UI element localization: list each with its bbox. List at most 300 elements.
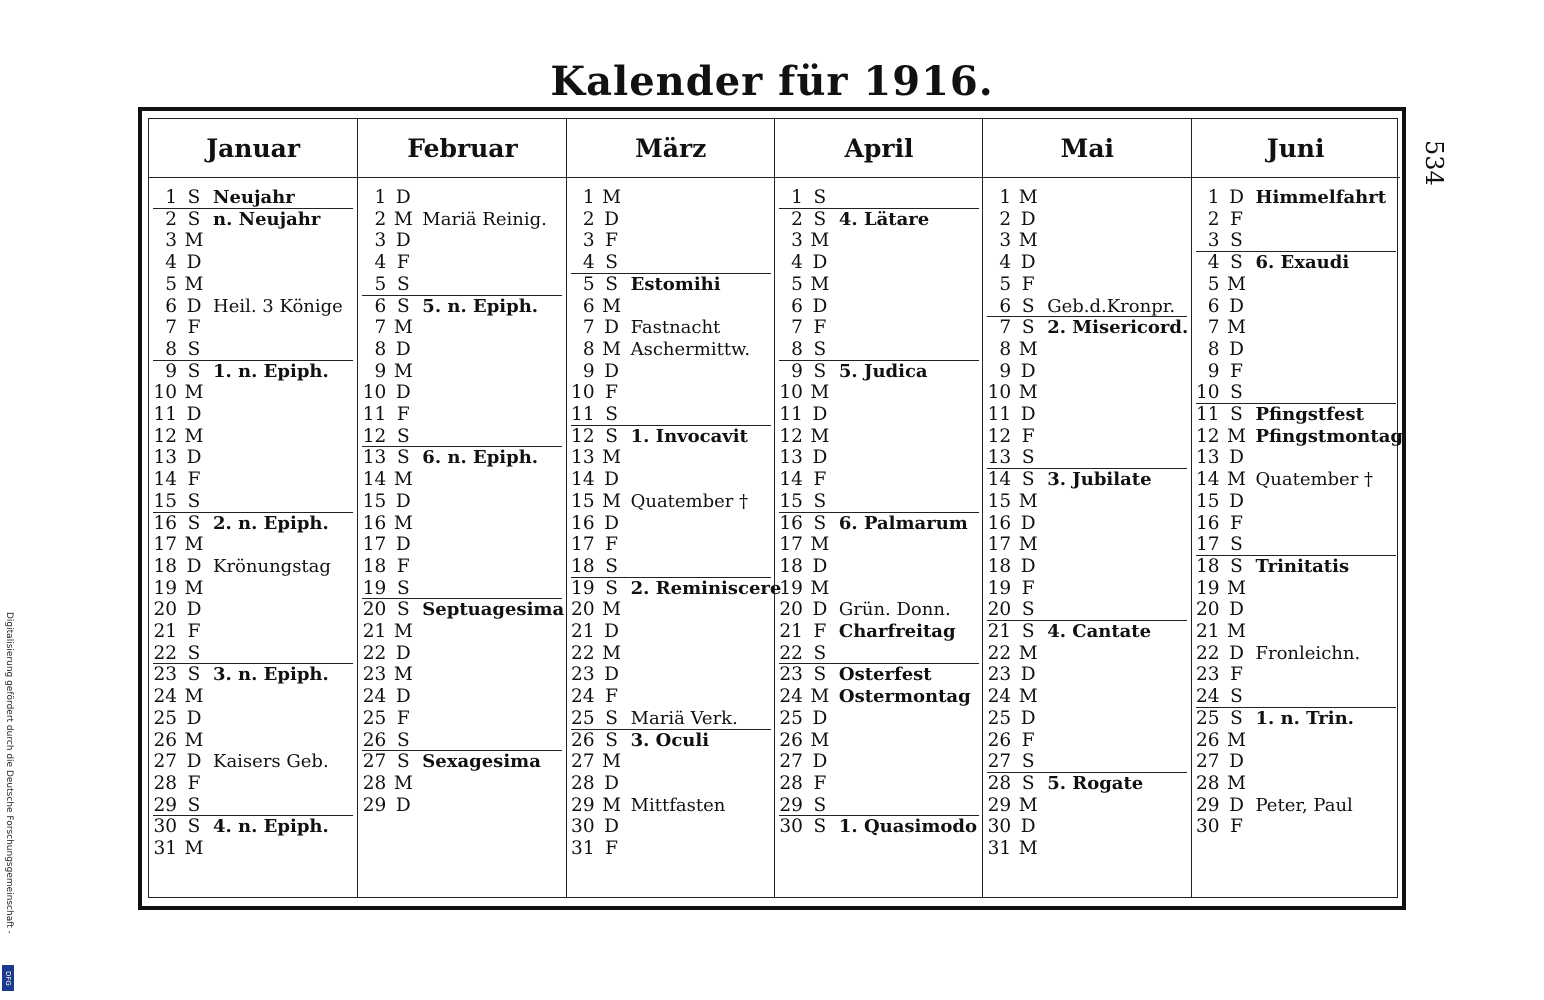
weekday-letter: F: [1230, 664, 1243, 686]
month-column-februar: [357, 119, 566, 897]
weekday-letter: S: [605, 707, 618, 729]
day-row: [983, 274, 1039, 296]
day-number: 4: [374, 252, 387, 274]
weekday-letter: M: [810, 230, 830, 252]
day-row: [149, 751, 329, 773]
weekday-letter: S: [1021, 621, 1035, 642]
day-number: 17: [153, 534, 177, 556]
weekday-letter: M: [184, 425, 204, 447]
day-row: [775, 361, 928, 383]
weekday-letter: F: [605, 686, 619, 708]
day-number: 24: [779, 686, 803, 708]
weekday-letter: S: [605, 577, 618, 599]
day-number: 13: [779, 447, 803, 469]
day-row: [983, 317, 1188, 339]
header-rule: [983, 177, 1191, 178]
day-row: [149, 447, 205, 469]
weekday-letter: M: [393, 317, 413, 339]
day-event: Quatember †: [630, 490, 749, 512]
day-number: 6: [791, 295, 803, 317]
day-row: [775, 469, 831, 491]
day-row: [149, 339, 205, 361]
weekday-letter: D: [1020, 252, 1036, 274]
day-event: 2. Misericord.: [1047, 317, 1189, 339]
weekday-letter: D: [812, 599, 828, 621]
weekday-letter: D: [1229, 490, 1244, 512]
day-row: [983, 599, 1039, 621]
day-row: [149, 643, 205, 665]
day-number: 7: [791, 317, 803, 339]
day-number: 26: [987, 729, 1012, 751]
day-row: [983, 230, 1039, 252]
weekday-letter: S: [1230, 382, 1243, 404]
day-number: 3: [1207, 230, 1220, 252]
day-event: 6. Palmarum: [838, 512, 968, 534]
weekday-letter: S: [1230, 555, 1243, 577]
weekday-letter: M: [1018, 382, 1038, 404]
day-number: 31: [153, 838, 177, 859]
day-row: [983, 404, 1039, 426]
day-number: 14: [779, 469, 803, 491]
day-row: [567, 686, 623, 708]
day-number: 30: [779, 816, 803, 838]
weekday-letter: S: [396, 295, 410, 317]
day-event: Pfingstmontag: [1255, 425, 1403, 447]
day-number: 3: [582, 230, 595, 252]
day-row: [149, 317, 205, 339]
day-number: 14: [571, 469, 595, 491]
day-row: [358, 469, 414, 491]
day-row: [149, 513, 329, 535]
month-column-märz: [566, 119, 782, 897]
weekday-letter: D: [604, 360, 620, 382]
day-event: Pfingstfest: [1255, 404, 1364, 425]
day-row: [358, 274, 414, 296]
day-row: [358, 447, 538, 469]
day-row: [983, 491, 1039, 513]
day-number: 12: [571, 425, 595, 447]
weekday-letter: F: [1230, 208, 1243, 230]
day-number: 11: [362, 404, 387, 425]
day-row: [775, 751, 831, 773]
day-number: 9: [582, 360, 595, 382]
day-number: 18: [153, 555, 177, 577]
weekday-letter: S: [813, 512, 827, 534]
day-number: 11: [987, 404, 1012, 425]
day-event: Mariä Verk.: [630, 707, 738, 729]
day-row: [358, 187, 414, 209]
weekday-letter: S: [813, 360, 827, 382]
day-row: [775, 404, 831, 426]
day-row: [567, 339, 750, 361]
day-row: [775, 816, 977, 838]
month-header: März: [635, 134, 707, 163]
day-number: 21: [1195, 621, 1220, 642]
day-row: [149, 209, 320, 231]
month-header: April: [844, 134, 914, 163]
day-row: [1192, 708, 1354, 730]
weekday-letter: D: [604, 664, 620, 686]
day-number: 28: [571, 772, 595, 794]
day-number: 6: [165, 295, 177, 317]
weekday-letter: F: [187, 469, 201, 491]
weekday-letter: M: [810, 686, 830, 708]
weekday-letter: M: [1018, 642, 1038, 664]
day-number: 26: [153, 729, 177, 751]
day-number: 8: [791, 338, 803, 360]
day-number: 22: [987, 642, 1012, 664]
header-rule: [358, 177, 566, 178]
day-row: [983, 556, 1039, 578]
weekday-letter: S: [1021, 751, 1035, 773]
day-number: 30: [987, 816, 1012, 838]
day-number: 13: [987, 447, 1012, 469]
day-row: [775, 795, 831, 817]
weekday-letter: F: [1230, 512, 1243, 534]
weekday-letter: F: [1021, 577, 1035, 599]
weekday-letter: D: [186, 252, 202, 274]
day-number: 12: [779, 425, 803, 447]
day-row: [775, 599, 951, 621]
day-number: 25: [153, 707, 177, 729]
day-number: 17: [987, 534, 1012, 556]
day-row: [358, 686, 414, 708]
weekday-letter: M: [810, 534, 830, 556]
header-rule: [775, 177, 983, 178]
day-number: 29: [1195, 794, 1220, 816]
day-row: [775, 209, 929, 231]
day-event: Fronleichn.: [1255, 642, 1361, 664]
day-event: Mittfasten: [630, 794, 726, 816]
day-row: [1192, 491, 1248, 513]
day-row: [983, 751, 1039, 773]
day-row: [1192, 274, 1248, 296]
day-row: [983, 795, 1039, 817]
weekday-letter: M: [393, 621, 413, 642]
weekday-letter: D: [1020, 512, 1036, 534]
day-row: [149, 361, 329, 383]
day-event: 6. Exaudi: [1255, 252, 1350, 274]
day-row: [149, 230, 205, 252]
day-row: [983, 773, 1143, 795]
day-number: 30: [1195, 816, 1220, 838]
weekday-letter: M: [184, 838, 204, 859]
weekday-letter: D: [1229, 447, 1244, 469]
weekday-letter: F: [1230, 360, 1243, 382]
day-number: 18: [779, 555, 803, 577]
day-row: [149, 556, 331, 578]
day-event: Himmelfahrt: [1255, 187, 1387, 208]
weekday-letter: F: [396, 404, 410, 425]
day-number: 8: [999, 338, 1012, 360]
day-number: 8: [374, 338, 387, 360]
day-event: n. Neujahr: [213, 208, 321, 230]
weekday-letter: M: [810, 577, 830, 599]
day-event: 1. Quasimodo: [838, 816, 977, 838]
day-row: [149, 382, 205, 404]
day-number: 28: [987, 772, 1012, 794]
weekday-letter: D: [395, 794, 411, 816]
month-column-juni: [1191, 119, 1403, 897]
day-number: 18: [987, 555, 1012, 577]
day-row: [149, 274, 205, 296]
day-number: 22: [362, 642, 387, 664]
page-title: Kalender für 1916.: [550, 58, 994, 105]
day-number: 26: [571, 729, 595, 751]
weekday-letter: S: [1021, 469, 1035, 491]
weekday-letter: M: [393, 512, 413, 534]
weekday-letter: F: [813, 317, 827, 339]
weekday-letter: M: [393, 469, 413, 491]
day-number: 9: [165, 360, 177, 382]
day-row: [983, 361, 1039, 383]
day-row: [983, 426, 1039, 448]
day-event: 1. n. Trin.: [1255, 707, 1354, 729]
day-row: [1192, 209, 1248, 231]
day-row: [775, 426, 831, 448]
day-number: 31: [987, 838, 1012, 859]
day-row: [1192, 187, 1387, 209]
day-number: 8: [582, 338, 595, 360]
weekday-letter: D: [1020, 360, 1036, 382]
weekday-letter: S: [813, 338, 827, 360]
day-number: 21: [779, 621, 803, 642]
day-event: 3. Oculi: [630, 729, 710, 751]
weekday-letter: D: [395, 490, 411, 512]
day-row: [567, 361, 623, 383]
day-number: 2: [1207, 208, 1220, 230]
header-rule: [567, 177, 775, 178]
weekday-letter: M: [810, 273, 830, 295]
weekday-letter: S: [396, 273, 410, 295]
day-number: 23: [779, 664, 803, 686]
day-row: [775, 664, 932, 686]
day-event: Trinitatis: [1255, 555, 1350, 577]
weekday-letter: D: [812, 295, 828, 317]
day-number: 5: [791, 273, 803, 295]
day-row: [358, 773, 414, 795]
calendar-grid: [148, 118, 1403, 898]
day-row: [358, 230, 414, 252]
day-row: [983, 339, 1039, 361]
day-row: [149, 578, 205, 600]
weekday-letter: D: [395, 382, 411, 404]
day-row: [567, 730, 709, 752]
weekday-letter: S: [813, 208, 827, 230]
day-number: 15: [779, 490, 803, 512]
day-number: 27: [987, 751, 1012, 773]
weekday-letter: S: [1021, 447, 1035, 469]
weekday-letter: S: [187, 816, 201, 838]
weekday-letter: D: [395, 338, 411, 360]
day-row: [567, 296, 623, 318]
weekday-letter: M: [393, 664, 413, 686]
day-event: Neujahr: [213, 187, 295, 208]
weekday-letter: M: [1227, 577, 1246, 599]
day-number: 7: [1207, 317, 1220, 339]
day-number: 26: [1195, 729, 1220, 751]
day-number: 22: [1195, 642, 1220, 664]
day-number: 4: [1207, 252, 1220, 274]
weekday-letter: M: [393, 360, 413, 382]
day-number: 12: [1195, 425, 1220, 447]
weekday-letter: D: [1020, 707, 1036, 729]
weekday-letter: S: [187, 208, 201, 230]
day-row: [567, 469, 623, 491]
day-row: [775, 730, 831, 752]
day-number: 7: [374, 317, 387, 339]
day-row: [567, 534, 623, 556]
day-event: Mariä Reinig.: [422, 208, 547, 230]
weekday-letter: D: [812, 404, 828, 425]
month-header: Februar: [407, 134, 518, 163]
day-row: [983, 252, 1039, 274]
day-row: [149, 296, 343, 318]
day-row: [1192, 556, 1350, 578]
weekday-letter: S: [605, 425, 618, 447]
day-row: [358, 404, 414, 426]
day-row: [358, 708, 414, 730]
dfg-logo: DFG: [2, 965, 14, 991]
day-number: 11: [571, 404, 595, 425]
day-row: [358, 534, 414, 556]
day-row: [775, 252, 831, 274]
month-column-mai: [982, 119, 1191, 897]
day-event: Estomihi: [630, 273, 721, 295]
weekday-letter: D: [395, 230, 411, 252]
day-row: [567, 274, 721, 296]
weekday-letter: D: [1229, 338, 1244, 360]
weekday-letter: M: [602, 295, 622, 317]
weekday-letter: S: [1230, 534, 1243, 556]
day-row: [358, 730, 414, 752]
day-event: 3. n. Epiph.: [213, 664, 329, 686]
weekday-letter: D: [395, 534, 411, 556]
day-row: [149, 773, 205, 795]
day-row: [358, 795, 414, 817]
weekday-letter: S: [396, 751, 410, 773]
day-row: [1192, 751, 1248, 773]
weekday-letter: M: [184, 686, 204, 708]
day-row: [1192, 469, 1374, 491]
weekday-letter: D: [1229, 642, 1244, 664]
day-row: [1192, 816, 1248, 838]
weekday-letter: M: [1227, 425, 1246, 447]
weekday-letter: D: [1020, 404, 1036, 425]
weekday-letter: D: [1020, 816, 1036, 838]
day-number: 30: [153, 816, 177, 838]
weekday-letter: M: [1227, 469, 1246, 491]
day-row: [149, 686, 205, 708]
day-number: 10: [362, 382, 387, 404]
weekday-letter: M: [1227, 317, 1246, 339]
weekday-letter: D: [186, 404, 202, 425]
day-number: 23: [153, 664, 177, 686]
day-number: 1: [582, 187, 595, 208]
weekday-letter: F: [605, 534, 619, 556]
day-number: 28: [153, 772, 177, 794]
weekday-letter: S: [396, 729, 410, 751]
day-row: [358, 339, 414, 361]
weekday-letter: D: [395, 187, 411, 208]
weekday-letter: M: [1018, 794, 1038, 816]
day-number: 20: [779, 599, 803, 621]
weekday-letter: F: [1021, 425, 1035, 447]
day-number: 13: [571, 447, 595, 469]
day-number: 1: [1207, 187, 1220, 208]
day-number: 26: [779, 729, 803, 751]
day-number: 5: [999, 273, 1012, 295]
day-row: [567, 599, 623, 621]
day-number: 11: [779, 404, 803, 425]
day-number: 11: [153, 404, 177, 425]
day-row: [775, 230, 831, 252]
weekday-letter: F: [396, 252, 410, 274]
weekday-letter: M: [184, 382, 204, 404]
weekday-letter: F: [605, 838, 619, 859]
day-row: [149, 534, 205, 556]
day-number: 23: [1195, 664, 1220, 686]
day-number: 18: [362, 555, 387, 577]
day-row: [1192, 621, 1248, 643]
month-column-januar: [149, 119, 357, 897]
day-event: Ostermontag: [838, 686, 971, 708]
day-number: 8: [165, 338, 177, 360]
day-row: [1192, 252, 1350, 274]
day-number: 20: [362, 599, 387, 621]
day-number: 7: [165, 317, 177, 339]
day-row: [983, 187, 1039, 209]
day-event: 2. Reminiscere: [630, 577, 782, 599]
day-number: 27: [571, 751, 595, 773]
weekday-letter: D: [604, 816, 620, 838]
day-number: 18: [1195, 555, 1220, 577]
day-row: [983, 664, 1039, 686]
day-number: 28: [1195, 772, 1220, 794]
day-number: 16: [153, 512, 177, 534]
day-row: [567, 751, 623, 773]
day-number: 21: [362, 621, 387, 642]
day-row: [775, 556, 831, 578]
day-number: 27: [362, 751, 387, 773]
weekday-letter: D: [1229, 794, 1244, 816]
day-number: 14: [362, 469, 387, 491]
day-number: 18: [571, 555, 595, 577]
day-number: 27: [779, 751, 803, 773]
day-number: 10: [571, 382, 595, 404]
day-number: 15: [1195, 490, 1220, 512]
day-row: [567, 426, 748, 448]
day-row: [983, 296, 1175, 318]
day-number: 13: [1195, 447, 1220, 469]
day-event: 5. Rogate: [1047, 772, 1144, 794]
weekday-letter: S: [396, 425, 410, 447]
day-number: 12: [153, 425, 177, 447]
day-row: [567, 187, 623, 209]
day-row: [775, 447, 831, 469]
weekday-letter: S: [396, 599, 410, 621]
weekday-letter: D: [604, 317, 620, 339]
weekday-letter: M: [1018, 686, 1038, 708]
day-event: Charfreitag: [838, 621, 956, 642]
day-row: [358, 317, 414, 339]
weekday-letter: F: [813, 772, 827, 794]
day-row: [775, 491, 831, 513]
weekday-letter: D: [186, 555, 202, 577]
day-event: 5. Judica: [838, 360, 928, 382]
day-number: 24: [153, 686, 177, 708]
day-row: [567, 795, 726, 817]
